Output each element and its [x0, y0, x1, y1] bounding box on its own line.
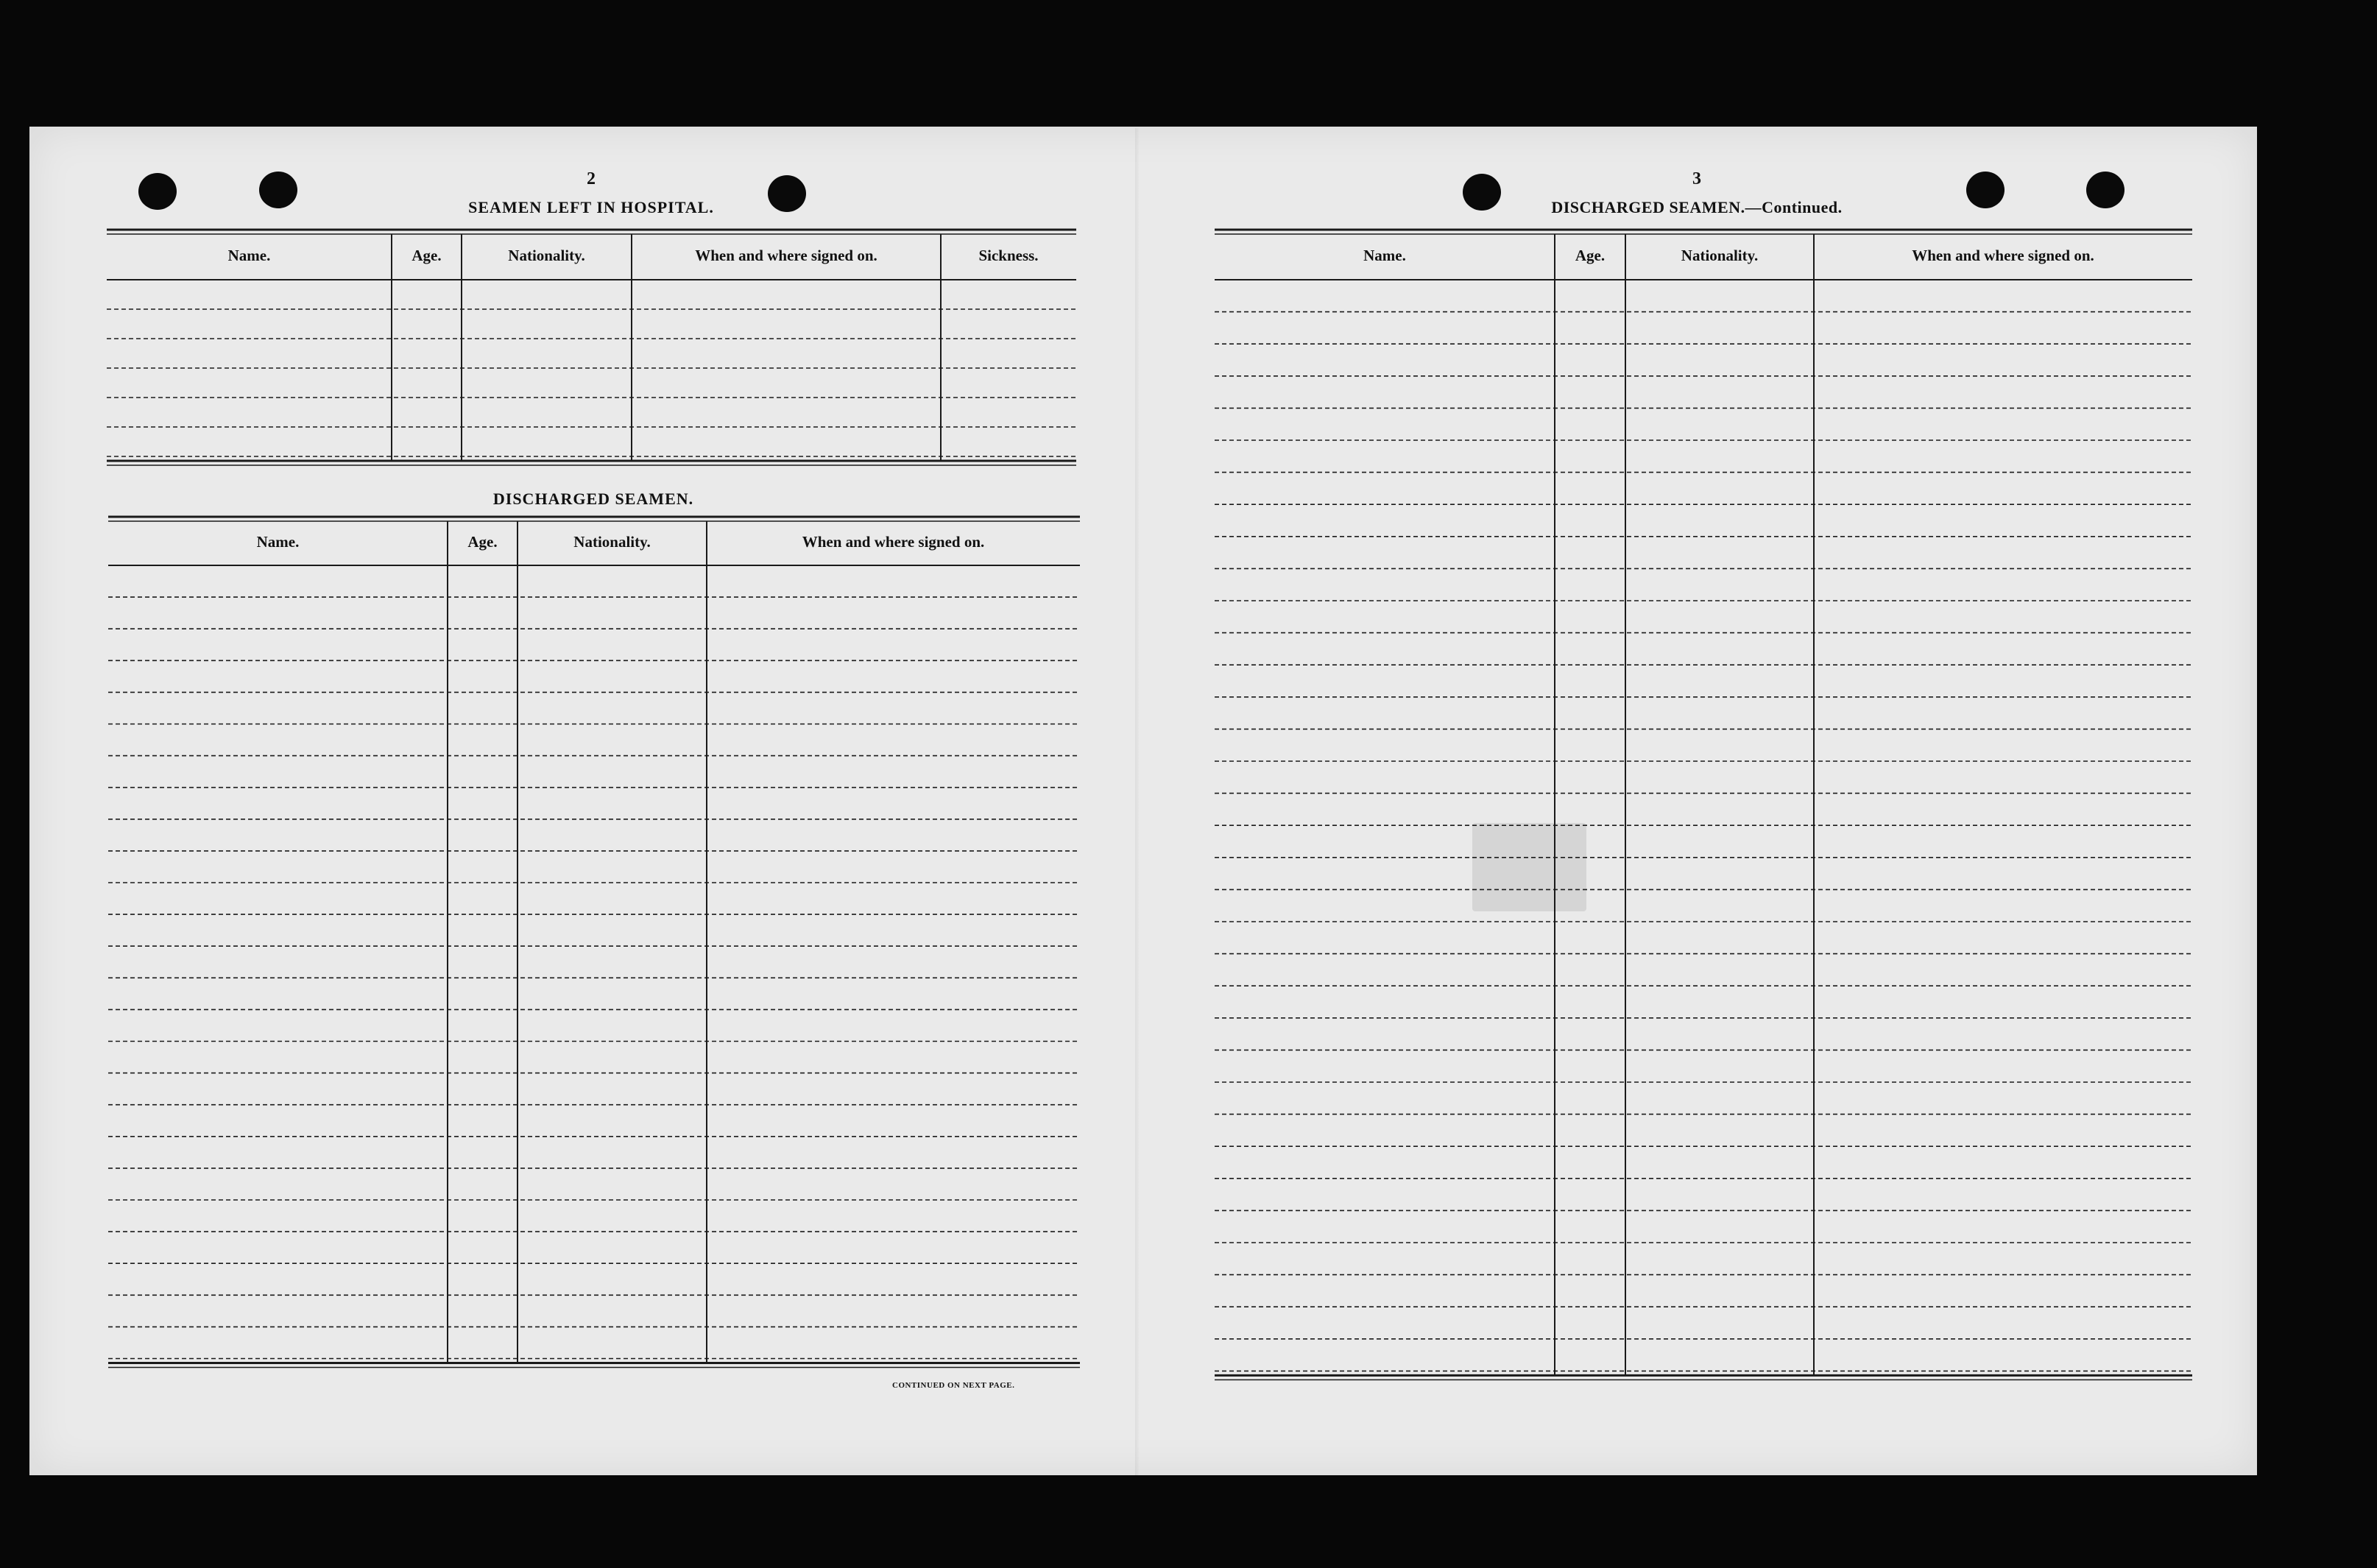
column-header: Sickness. — [978, 247, 1039, 264]
discharged-continued-title: DISCHARGED SEAMEN.—Continued. — [1551, 198, 1843, 216]
column-header: Nationality. — [1681, 247, 1759, 264]
column-header: When and where signed on. — [695, 247, 877, 264]
punch-hole — [1463, 174, 1501, 211]
punch-hole — [138, 173, 177, 210]
column-header: When and where signed on. — [1912, 247, 2094, 264]
hospital-table — [107, 228, 1076, 467]
punch-hole — [768, 175, 806, 212]
table-header — [1215, 228, 2192, 280]
continued-footer: CONTINUED ON NEXT PAGE. — [892, 1381, 1015, 1390]
column-header: Name. — [1363, 247, 1406, 264]
punch-hole — [1966, 172, 2005, 208]
table-rules — [108, 515, 1080, 1369]
column-header: Age. — [467, 533, 498, 551]
column-header: Age. — [412, 247, 442, 264]
table-rules — [1215, 228, 2192, 1381]
table-header — [107, 228, 1076, 280]
discharged-continued-table — [1215, 228, 2192, 1381]
page-fold — [1135, 128, 1140, 1475]
column-header: When and where signed on. — [802, 533, 985, 551]
table-header — [108, 515, 1080, 565]
column-header: Name. — [256, 533, 300, 551]
punch-hole — [2086, 172, 2125, 208]
hospital-section-title: SEAMEN LEFT IN HOSPITAL. — [468, 198, 714, 216]
column-header: Age. — [1575, 247, 1606, 264]
column-header: Nationality. — [508, 247, 585, 264]
page-number-left: 2 — [587, 169, 596, 188]
column-header: Nationality. — [573, 533, 651, 551]
discharged-section-title: DISCHARGED SEAMEN. — [492, 490, 694, 508]
punch-hole — [259, 172, 297, 208]
page-number-right: 3 — [1692, 169, 1701, 188]
column-header: Name. — [227, 247, 271, 264]
discharged-table — [108, 515, 1080, 1369]
